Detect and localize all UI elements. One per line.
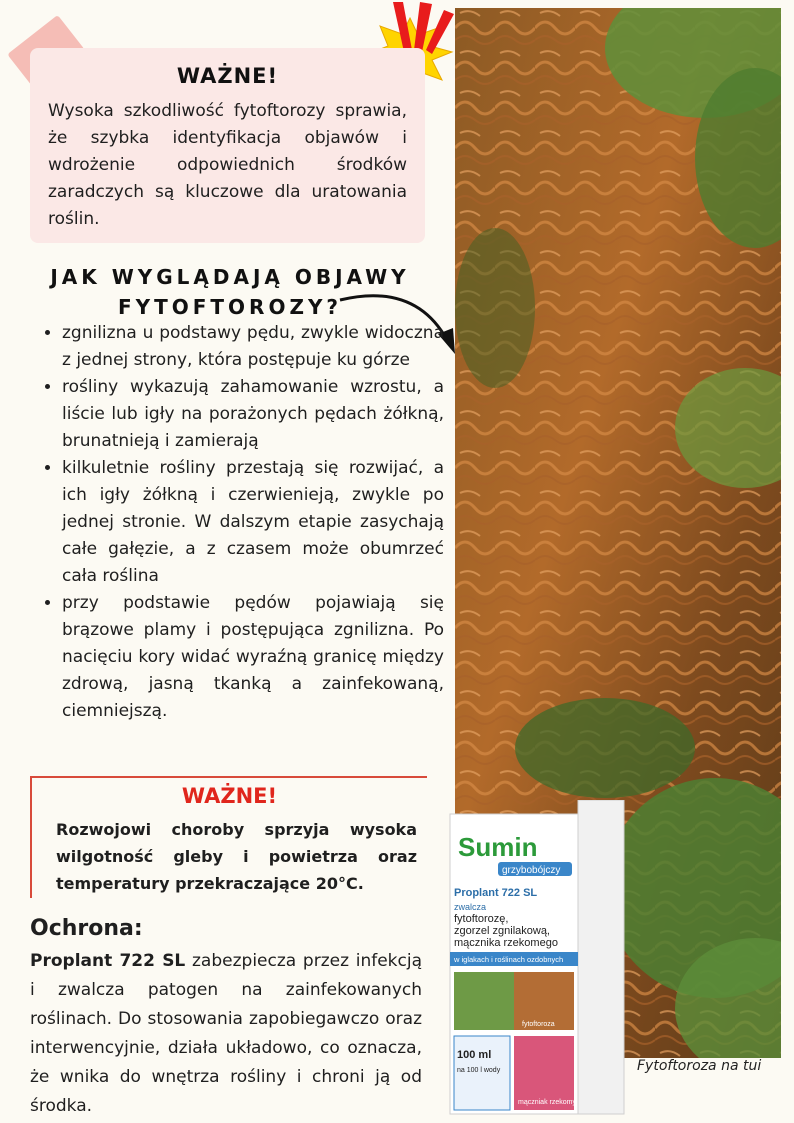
important-title: WAŻNE! [176,64,279,88]
photo-caption: Fytoftoroza na tui [637,1058,762,1074]
list-item: • kilkuletnie rośliny przestają się rozwijać, a ich igły żółkną i czerwienieją, zwykle po jednej stronie. W dalszym etapie zasychają całe gałęzie, a z czasem może obumrzeć cała roślina [62,455,444,590]
product-package [448,800,628,1120]
protection-body: zabezpiecza przez infekcją i zwalcza patogen na zainfekowanych roślinach. Do stosowania zapobiegawczo oraz interwencyjnie, działa układowo, co oznacza, że wnika do wnętrza rośliny i chroni ją od środka. [30,951,423,1116]
product-volume: 100 ml [457,1049,492,1061]
list-item: • rośliny wykazują zahamowanie wzrostu, a liście lub igły na porażonych pędach żółkną, brunatnieją i zamierają [62,374,444,455]
product-line4: mącznika rzekomego [454,937,558,949]
symptoms-list [40,320,444,725]
important-box-2 [30,776,427,898]
product-line2: fytoftorozę, [454,913,509,925]
product-line3: zgorzel zgnilakową, [454,925,550,937]
product-name: Proplant 722 SL [30,951,186,971]
protection-heading: Ochrona: [30,916,143,941]
product-band: w iglakach i roślinach ozdobnych [454,955,564,964]
product-brand: Sumin [458,832,538,862]
product-subbrand: grzybobójczy [502,865,561,876]
product-line1: zwalcza [454,902,487,912]
important-box [30,48,425,243]
symptoms-title-line2: FYTOFTOROZY? [117,295,343,319]
list-item: • przy podstawie pędów pojawiają się brązowe plamy i postępująca zgnilizna. Po nacięciu kory widać wyraźną granicę między zdrową, jasną tkanką a zainfekowaną, ciemniejszą. [62,590,444,725]
product-thumb2: mączniak rzekomy [518,1099,576,1106]
important-title-2: WAŻNE! [181,784,278,808]
important-text-2: Rozwojowi choroby sprzyja wysoka wilgotność gleby i powietrza oraz temperatury przekraczające 20°C. [56,820,417,893]
product-thumb1: fytoftoroza [522,1021,555,1028]
product-volume-sub: na 100 l wody [457,1067,501,1074]
list-item: • zgnilizna u podstawy pędu, zwykle widoczna z jednej strony, która postępuje ku górze [62,320,444,374]
important-text: Wysoka szkodliwość fytoftorozy sprawia, że szybka identyfikacja objawów i wdrożenie odpowiednich środków zaradczych są kluczowe dla uratowania roślin. [48,101,407,229]
protection-text [30,947,422,1121]
symptoms-title-line1: JAK WYGLĄDAJĄ OBJAWY [50,265,410,289]
product-box-name: Proplant 722 SL [454,887,538,899]
